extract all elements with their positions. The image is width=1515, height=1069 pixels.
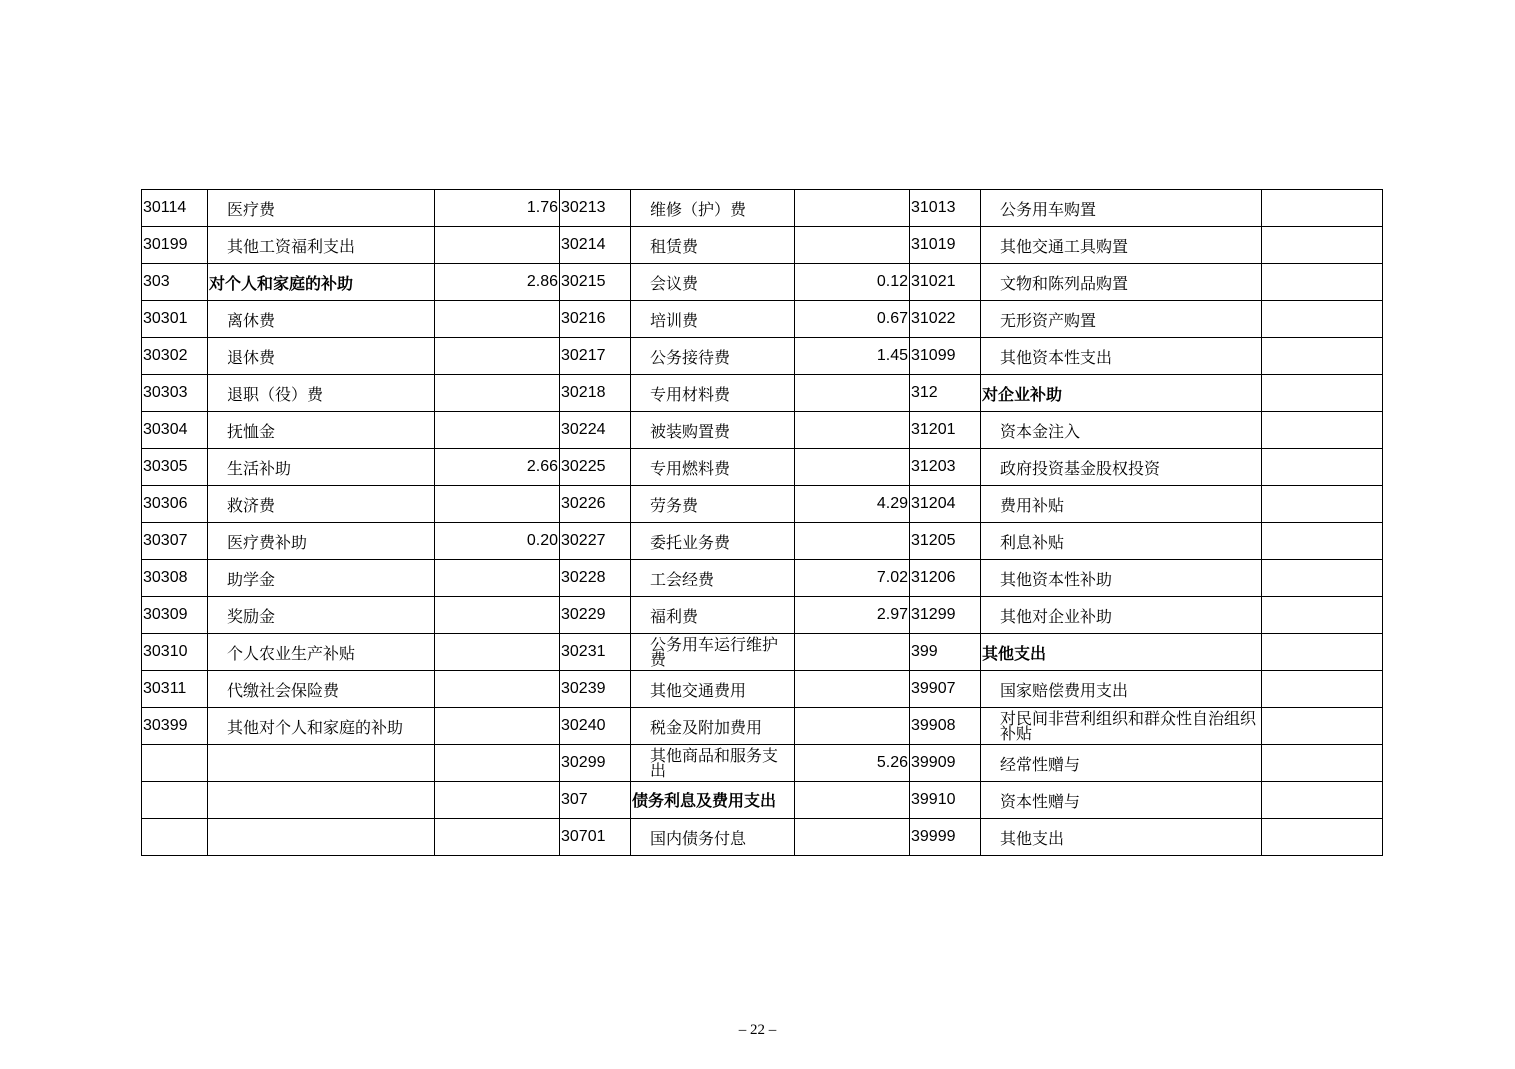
amount-cell (1262, 708, 1383, 745)
amount-cell (795, 671, 910, 708)
amount-cell (435, 375, 560, 412)
account-name-cell: 公务用车购置 (981, 190, 1262, 227)
table-row (142, 819, 1383, 856)
table-row (142, 745, 1383, 782)
table-row (142, 782, 1383, 819)
amount-cell (1262, 190, 1383, 227)
account-code-cell (142, 782, 208, 819)
account-name-cell: 福利费 (631, 597, 795, 634)
amount-cell (1262, 486, 1383, 523)
amount-cell (435, 708, 560, 745)
account-code-cell: 399 (910, 634, 981, 671)
account-name-cell: 债务利息及费用支出 (631, 782, 795, 819)
amount-cell (1262, 597, 1383, 634)
account-code-cell: 30231 (560, 634, 631, 671)
account-name-cell: 培训费 (631, 301, 795, 338)
account-name-cell: 专用燃料费 (631, 449, 795, 486)
account-name-cell (208, 782, 435, 819)
amount-cell (435, 597, 560, 634)
amount-cell (795, 634, 910, 671)
table-row (142, 449, 1383, 486)
amount-cell: 1.76 (435, 190, 560, 227)
account-code-cell: 30229 (560, 597, 631, 634)
amount-cell (795, 375, 910, 412)
amount-cell (1262, 449, 1383, 486)
amount-cell: 0.67 (795, 301, 910, 338)
account-name-cell: 经常性赠与 (981, 745, 1262, 782)
account-name-cell: 其他对个人和家庭的补助 (208, 708, 435, 745)
account-code-cell: 30218 (560, 375, 631, 412)
account-code-cell: 30225 (560, 449, 631, 486)
account-code-cell: 307 (560, 782, 631, 819)
account-code-cell: 30311 (142, 671, 208, 708)
account-code-cell: 30239 (560, 671, 631, 708)
account-code-cell: 30301 (142, 301, 208, 338)
account-name-cell: 专用材料费 (631, 375, 795, 412)
amount-cell (1262, 227, 1383, 264)
amount-cell (435, 819, 560, 856)
account-name-cell: 抚恤金 (208, 412, 435, 449)
account-code-cell: 312 (910, 375, 981, 412)
account-code-cell: 30213 (560, 190, 631, 227)
amount-cell (435, 301, 560, 338)
account-name-cell: 退休费 (208, 338, 435, 375)
amount-cell (435, 412, 560, 449)
table-row (142, 523, 1383, 560)
table-row (142, 412, 1383, 449)
account-name-cell: 工会经费 (631, 560, 795, 597)
account-code-cell: 30309 (142, 597, 208, 634)
table-row (142, 264, 1383, 301)
amount-cell (435, 745, 560, 782)
amount-cell (435, 782, 560, 819)
account-name-cell: 其他对企业补助 (981, 597, 1262, 634)
account-code-cell: 31099 (910, 338, 981, 375)
account-code-cell: 31206 (910, 560, 981, 597)
amount-cell (435, 227, 560, 264)
amount-cell (795, 449, 910, 486)
account-name-cell: 维修（护）费 (631, 190, 795, 227)
account-code-cell: 31021 (910, 264, 981, 301)
amount-cell (1262, 338, 1383, 375)
budget-expenditure-table (141, 189, 1383, 856)
account-name-cell: 国内债务付息 (631, 819, 795, 856)
table-row (142, 375, 1383, 412)
amount-cell: 4.29 (795, 486, 910, 523)
account-name-cell: 会议费 (631, 264, 795, 301)
account-name-cell: 退职（役）费 (208, 375, 435, 412)
amount-cell (795, 708, 910, 745)
amount-cell (1262, 782, 1383, 819)
account-name-cell: 无形资产购置 (981, 301, 1262, 338)
account-code-cell: 30303 (142, 375, 208, 412)
amount-cell (1262, 745, 1383, 782)
account-name-cell: 其他资本性补助 (981, 560, 1262, 597)
account-code-cell (142, 819, 208, 856)
account-name-cell: 其他支出 (981, 634, 1262, 671)
account-name-cell: 政府投资基金股权投资 (981, 449, 1262, 486)
account-name-cell: 代缴社会保险费 (208, 671, 435, 708)
account-code-cell: 39909 (910, 745, 981, 782)
account-code-cell (142, 745, 208, 782)
account-name-cell: 对个人和家庭的补助 (208, 264, 435, 301)
table-row (142, 671, 1383, 708)
table-row (142, 597, 1383, 634)
amount-cell: 2.66 (435, 449, 560, 486)
account-code-cell: 30224 (560, 412, 631, 449)
amount-cell (795, 190, 910, 227)
account-name-cell: 资本金注入 (981, 412, 1262, 449)
account-code-cell: 30217 (560, 338, 631, 375)
account-name-cell: 文物和陈列品购置 (981, 264, 1262, 301)
account-name-cell: 劳务费 (631, 486, 795, 523)
amount-cell (1262, 523, 1383, 560)
account-name-cell: 其他商品和服务支出 (631, 745, 795, 782)
account-name-cell: 国家赔偿费用支出 (981, 671, 1262, 708)
account-code-cell: 30310 (142, 634, 208, 671)
account-name-cell: 委托业务费 (631, 523, 795, 560)
table-row (142, 301, 1383, 338)
account-name-cell: 其他工资福利支出 (208, 227, 435, 264)
table-row (142, 708, 1383, 745)
account-code-cell: 30227 (560, 523, 631, 560)
account-code-cell: 31299 (910, 597, 981, 634)
amount-cell (435, 486, 560, 523)
account-name-cell: 被装购置费 (631, 412, 795, 449)
account-name-cell: 费用补贴 (981, 486, 1262, 523)
account-code-cell: 39910 (910, 782, 981, 819)
amount-cell: 1.45 (795, 338, 910, 375)
table-row (142, 190, 1383, 227)
account-code-cell: 30216 (560, 301, 631, 338)
account-name-cell: 公务接待费 (631, 338, 795, 375)
account-code-cell: 31201 (910, 412, 981, 449)
amount-cell (435, 671, 560, 708)
account-code-cell: 30228 (560, 560, 631, 597)
account-code-cell: 39907 (910, 671, 981, 708)
page-number: – 22 – (738, 1022, 777, 1038)
amount-cell (795, 782, 910, 819)
account-code-cell: 30226 (560, 486, 631, 523)
table-row (142, 486, 1383, 523)
account-code-cell: 31019 (910, 227, 981, 264)
account-code-cell: 30214 (560, 227, 631, 264)
account-code-cell: 31204 (910, 486, 981, 523)
table-row (142, 634, 1383, 671)
account-code-cell: 30304 (142, 412, 208, 449)
account-code-cell: 30215 (560, 264, 631, 301)
amount-cell (1262, 560, 1383, 597)
account-name-cell: 对民间非营利组织和群众性自治组织补贴 (981, 708, 1262, 745)
table-row (142, 560, 1383, 597)
account-name-cell: 租赁费 (631, 227, 795, 264)
account-code-cell: 30114 (142, 190, 208, 227)
amount-cell: 0.20 (435, 523, 560, 560)
account-code-cell: 30299 (560, 745, 631, 782)
account-name-cell (208, 819, 435, 856)
account-code-cell: 30240 (560, 708, 631, 745)
account-code-cell: 30307 (142, 523, 208, 560)
account-name-cell: 其他交通工具购置 (981, 227, 1262, 264)
amount-cell (1262, 375, 1383, 412)
account-name-cell: 奖励金 (208, 597, 435, 634)
account-name-cell: 税金及附加费用 (631, 708, 795, 745)
account-name-cell (208, 745, 435, 782)
account-code-cell: 39999 (910, 819, 981, 856)
account-name-cell: 其他支出 (981, 819, 1262, 856)
amount-cell: 7.02 (795, 560, 910, 597)
amount-cell (1262, 301, 1383, 338)
amount-cell: 2.86 (435, 264, 560, 301)
account-code-cell: 30302 (142, 338, 208, 375)
amount-cell (435, 560, 560, 597)
account-code-cell: 303 (142, 264, 208, 301)
amount-cell (435, 634, 560, 671)
amount-cell (795, 227, 910, 264)
account-code-cell: 31013 (910, 190, 981, 227)
amount-cell (1262, 819, 1383, 856)
account-name-cell: 生活补助 (208, 449, 435, 486)
amount-cell (795, 523, 910, 560)
amount-cell (1262, 264, 1383, 301)
account-code-cell: 30199 (142, 227, 208, 264)
account-name-cell: 其他交通费用 (631, 671, 795, 708)
account-name-cell: 医疗费补助 (208, 523, 435, 560)
account-code-cell: 30308 (142, 560, 208, 597)
amount-cell (795, 412, 910, 449)
account-code-cell: 30399 (142, 708, 208, 745)
amount-cell: 0.12 (795, 264, 910, 301)
account-name-cell: 资本性赠与 (981, 782, 1262, 819)
account-name-cell: 离休费 (208, 301, 435, 338)
account-code-cell: 31203 (910, 449, 981, 486)
account-code-cell: 30701 (560, 819, 631, 856)
amount-cell: 2.97 (795, 597, 910, 634)
account-name-cell: 助学金 (208, 560, 435, 597)
account-code-cell: 30306 (142, 486, 208, 523)
table-row (142, 227, 1383, 264)
account-name-cell: 对企业补助 (981, 375, 1262, 412)
account-name-cell: 利息补贴 (981, 523, 1262, 560)
account-name-cell: 公务用车运行维护费 (631, 634, 795, 671)
account-name-cell: 医疗费 (208, 190, 435, 227)
account-code-cell: 31022 (910, 301, 981, 338)
amount-cell (795, 819, 910, 856)
amount-cell (1262, 671, 1383, 708)
amount-cell (435, 338, 560, 375)
account-code-cell: 30305 (142, 449, 208, 486)
table-row (142, 338, 1383, 375)
account-code-cell: 31205 (910, 523, 981, 560)
account-name-cell: 个人农业生产补贴 (208, 634, 435, 671)
amount-cell (1262, 634, 1383, 671)
account-name-cell: 其他资本性支出 (981, 338, 1262, 375)
account-name-cell: 救济费 (208, 486, 435, 523)
amount-cell (1262, 412, 1383, 449)
account-code-cell: 39908 (910, 708, 981, 745)
amount-cell: 5.26 (795, 745, 910, 782)
